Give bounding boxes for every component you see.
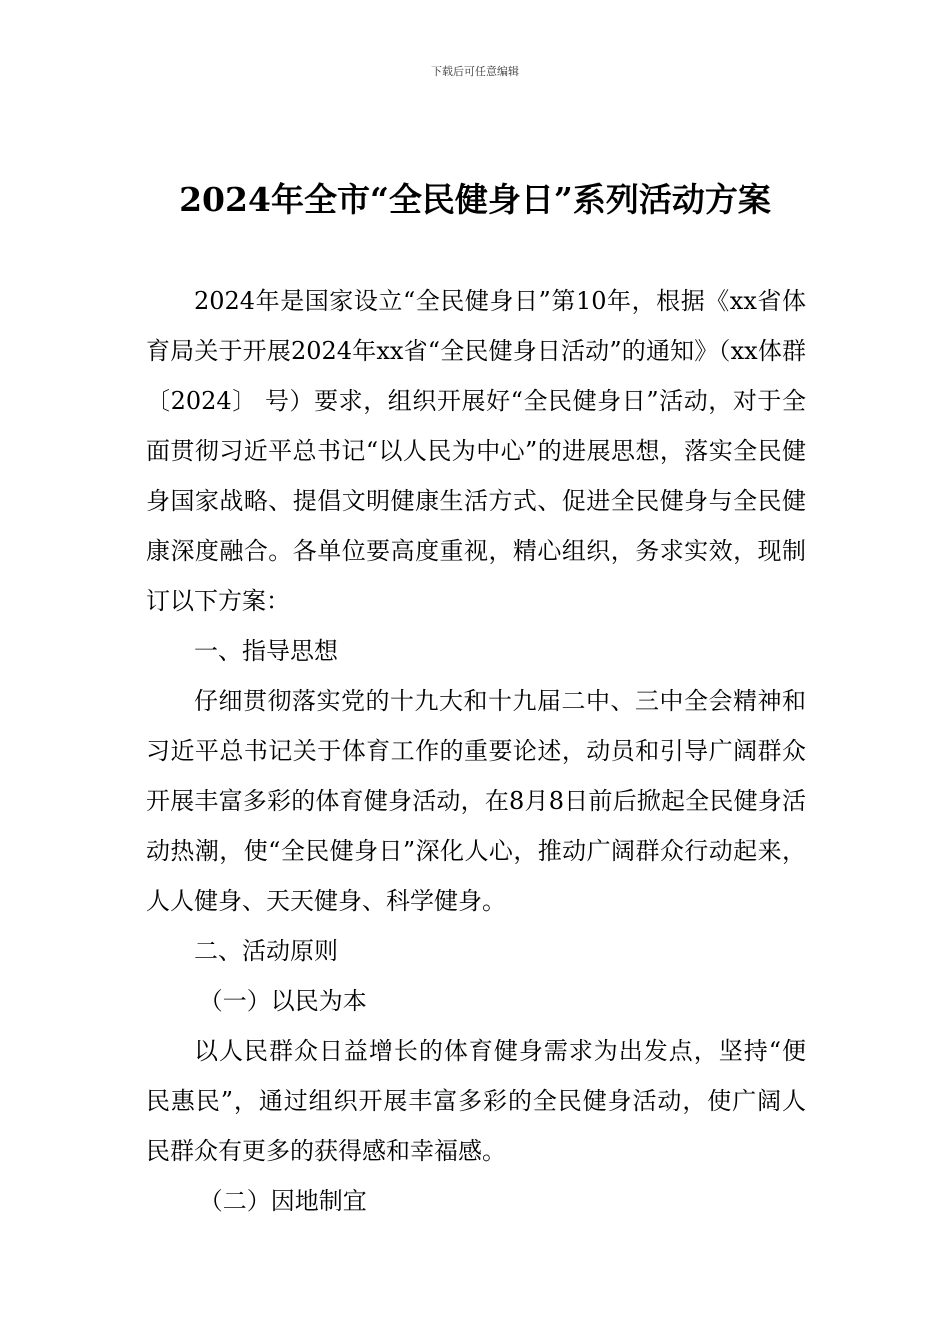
intro-paragraph: 2024年是国家设立“全民健身日”第10年，根据《xx省体育局关于开展2024年xx省“全民健身日活动”的通知》（xx体群〔2024〕 号）要求，组织开展好“全民健身日”活动，对于全面贯彻习近平总书记“以人民为中心”的进展思想，落实全民健身国家战略、提倡文明健康生活方式、促进全民健身与全民健康深度融合。各单位要高度重视，精心组织，务求实效，现制订以下方案： <box>146 287 806 615</box>
document-body <box>146 276 806 1226</box>
header-note: 下载后可任意编辑 <box>431 65 519 78</box>
people-first-paragraph: 以人民群众日益增长的体育健身需求为出发点，坚持“便民惠民”，通过组织开展丰富多彩的全民健身活动，使广阔人民群众有更多的获得感和幸福感。 <box>146 1037 806 1165</box>
section-heading-principles: 二、活动原则 <box>194 937 338 965</box>
section-heading-guiding-thought: 一、指导思想 <box>194 637 338 665</box>
guiding-thought-paragraph: 仔细贯彻落实党的十九大和十九届二中、三中全会精神和习近平总书记关于体育工作的重要论述，动员和引导广阔群众开展丰富多彩的体育健身活动，在8月8日前后掀起全民健身活动热潮，使“全民健身日”深化人心，推动广阔群众行动起来，人人健身、天天健身、科学健身。 <box>146 687 806 915</box>
subsection-heading-local-conditions: （二）因地制宜 <box>198 1187 367 1215</box>
subsection-heading-people-first: （一）以民为本 <box>198 987 367 1015</box>
document-title: 2024年全市“全民健身日”系列活动方案 <box>179 180 771 219</box>
